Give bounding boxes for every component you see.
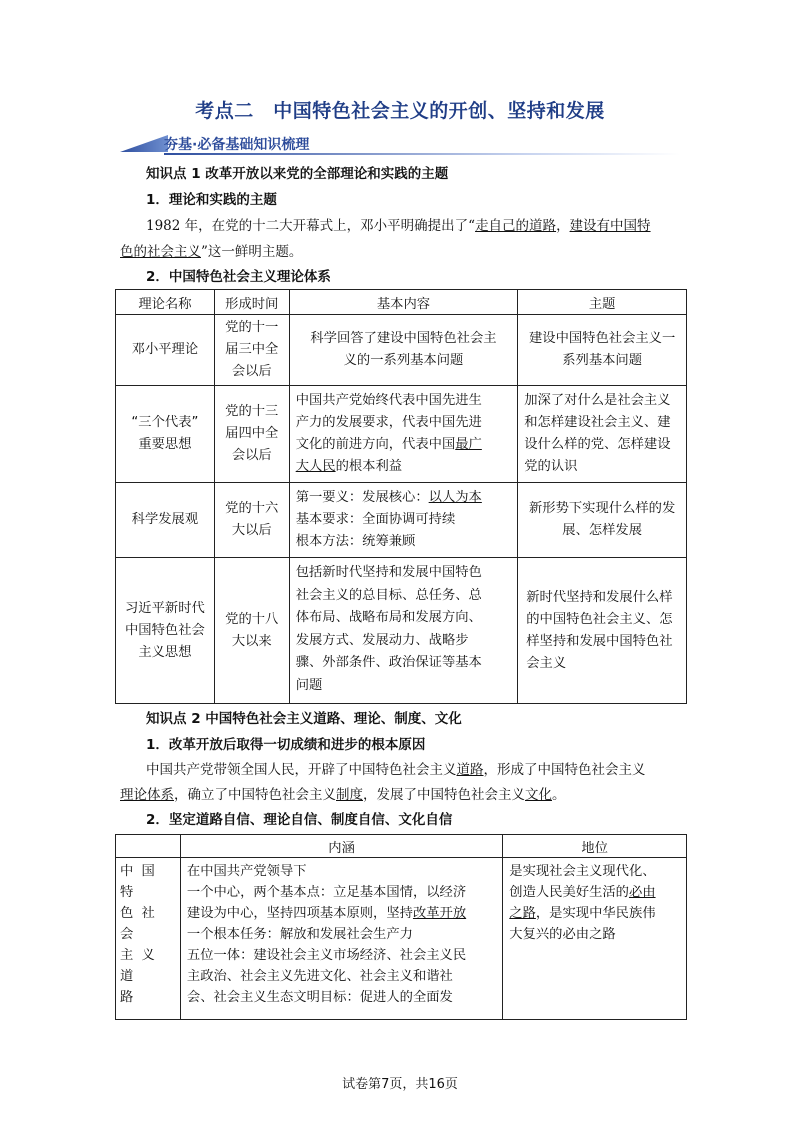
basic-content: 第一要义：发展核心：以人为本 基本要求：全面协调可持续 根本方法：统筹兼顾 (289, 483, 518, 558)
row-name: 中 国 特 色 社 会 主 义 道 路 (116, 858, 181, 1020)
knowledge-point-1-heading: 知识点 1 改革开放以来党的全部理论和实践的主题 (146, 166, 449, 182)
subheading-1: 1．理论和实践的主题 (146, 192, 277, 208)
table-header: 形成时间 (214, 290, 289, 315)
theory-system-table (115, 289, 687, 704)
banner-decoration (120, 135, 168, 152)
paragraph: 中国共产党带领全国人民，开辟了中国特色社会主义道路，形成了中国特色社会主义 (146, 762, 646, 778)
table-row (116, 483, 687, 558)
theory-name: 科学发展观 (116, 483, 215, 558)
paragraph: 1982 年，在党的十二大开幕式上，邓小平明确提出了“走自己的道路，建设有中国特 (146, 218, 651, 234)
table-header: 理论名称 (116, 290, 215, 315)
table-row (116, 558, 687, 704)
status: 是实现社会主义现代化、 创造人民美好生活的必由 之路，是实现中华民族伟 大复兴的必由之路 (503, 858, 687, 1020)
basic-content: 科学回答了建设中国特色社会主 义的一系列基本问题 (289, 315, 518, 386)
basic-content: 中国共产党始终代表中国先进生 产力的发展要求，代表中国先进 文化的前进方向，代表中国最广 大人民的根本利益 (289, 386, 518, 483)
table-header (116, 835, 181, 858)
page-footer: 试卷第7页，共16页 (342, 1077, 458, 1092)
theory-name: “三个代表” 重要思想 (116, 386, 215, 483)
theme: 加深了对什么是社会主义 和怎样建设社会主义、建 设什么样的党、怎样建设 党的认识 (518, 386, 687, 483)
theme: 建设中国特色社会主义一 系列基本问题 (518, 315, 687, 386)
formation-time: 党的十八 大以来 (214, 558, 289, 704)
theory-name: 习近平新时代 中国特色社会 主义思想 (116, 558, 215, 704)
table-header: 基本内容 (289, 290, 518, 315)
subheading-3: 1．改革开放后取得一切成绩和进步的根本原因 (146, 737, 426, 753)
knowledge-point-2-heading: 知识点 2 中国特色社会主义道路、理论、制度、文化 (146, 711, 462, 727)
four-confidences-table (115, 834, 687, 1020)
basic-content: 包括新时代坚持和发展中国特色 社会主义的总目标、总任务、总 体布局、战略布局和发展方向、 发展方式、发展动力、战略步 骤、外部条件、政治保证等基本 问题 (289, 558, 518, 704)
paragraph-cont: 色的社会主义”这一鲜明主题。 (120, 244, 303, 260)
formation-time: 党的十一 届三中全 会以后 (214, 315, 289, 386)
subheading-2: 2．中国特色社会主义理论体系 (146, 269, 331, 285)
formation-time: 党的十六 大以后 (214, 483, 289, 558)
connotation: 在中国共产党领导下 一个中心，两个基本点：立足基本国情，以经济 建设为中心，坚持四项基本原则，坚持改革开放 一个根本任务：解放和发展社会生产力 五位一体：建设社会主义市场经济、社会主义民 主政治、社会主义先进文化、社会主义和谐社 会、社会主义生态文明目标：促进人的全面发 (180, 858, 502, 1020)
table-header: 内涵 (180, 835, 502, 858)
theory-name: 邓小平理论 (116, 315, 215, 386)
theme: 新形势下实现什么样的发 展、怎样发展 (518, 483, 687, 558)
paragraph-cont: 理论体系，确立了中国特色社会主义制度，发展了中国特色社会主义文化。 (120, 787, 566, 803)
table-row (116, 386, 687, 483)
formation-time: 党的十三 届四中全 会以后 (214, 386, 289, 483)
page-title: 考点二 中国特色社会主义的开创、坚持和发展 (195, 100, 605, 122)
banner-text: 夯基·必备基础知识梳理 (164, 137, 310, 153)
table-row (116, 315, 687, 386)
table-header: 主题 (518, 290, 687, 315)
table-row (116, 858, 687, 1020)
theme: 新时代坚持和发展什么样 的中国特色社会主义、怎 样坚持和发展中国特色社 会主义 (518, 558, 687, 704)
section-banner (120, 133, 680, 155)
table-header: 地位 (503, 835, 687, 858)
subheading-4: 2．坚定道路自信、理论自信、制度自信、文化自信 (146, 812, 453, 828)
